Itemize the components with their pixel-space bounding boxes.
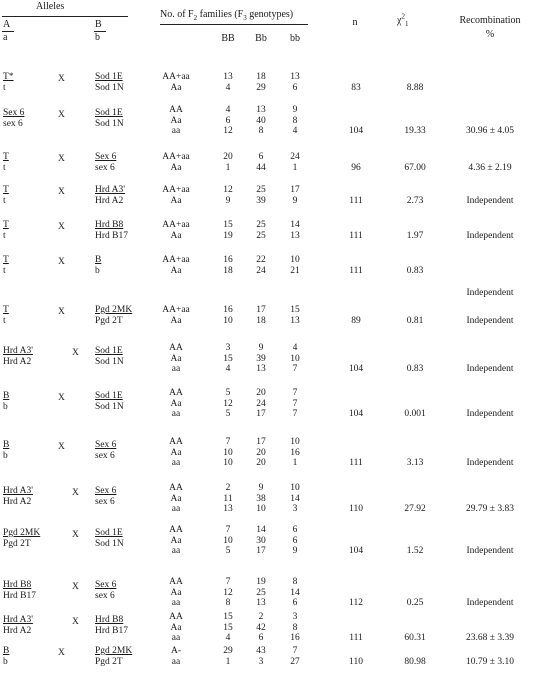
allele-a-top: T — [3, 305, 9, 315]
chi-square-value: 2.73 — [406, 195, 424, 206]
cross-symbol: X — [72, 617, 79, 627]
allele-a-top: Hrd A3' — [3, 346, 33, 356]
count-bb-upper: 11 — [223, 493, 233, 504]
cross-symbol: X — [58, 154, 65, 164]
allele-a-bottom: t — [3, 196, 6, 206]
count-bb-mixed: 14 — [256, 525, 266, 535]
genotype-class: AA+aa — [162, 305, 190, 315]
count-bb-lower: 1 — [292, 458, 298, 468]
allele-b-top: Sod 1E — [95, 528, 123, 538]
cross-symbol: X — [58, 74, 65, 84]
recombination-heading: Recombination — [459, 15, 521, 26]
n-heading: n — [352, 17, 358, 28]
allele-b-bottom: Hrd B17 — [95, 626, 128, 636]
count-bb-lower: 8 — [292, 622, 298, 633]
allele-a-bottom: t — [3, 231, 6, 241]
allele-a-top: T* — [3, 72, 14, 82]
allele-a-top: T — [3, 185, 9, 195]
allele-b-top: Sod 1E — [95, 72, 123, 82]
count-bb-mixed: 24 — [256, 398, 266, 409]
cross-symbol: X — [72, 488, 79, 498]
genotype-class: aa — [171, 546, 181, 556]
count-bb-mixed: 29 — [256, 82, 266, 93]
count-bb-upper: 4 — [225, 633, 231, 643]
allele-b-bottom: Sod 1N — [95, 402, 124, 412]
genotype-class: AA — [169, 437, 183, 447]
count-bb-upper: 29 — [223, 646, 233, 656]
recombination-value: Independent — [466, 409, 514, 419]
genotype-class: AA+aa — [162, 152, 190, 162]
count-bb-upper: 7 — [225, 577, 231, 587]
cross-symbol: X — [58, 187, 65, 197]
allele-a-top: T — [3, 220, 9, 230]
count-bb-lower: 8 — [292, 115, 298, 126]
count-bb-mixed: 13 — [256, 105, 266, 115]
allele-b-bottom: sex 6 — [95, 451, 115, 461]
n-value: 111 — [349, 633, 363, 643]
recombination-value: Independent — [466, 287, 514, 298]
count-bb-mixed: 24 — [256, 265, 266, 276]
count-bb-upper: 15 — [223, 353, 233, 364]
count-bb-mixed: 10 — [256, 504, 266, 514]
count-bb-mixed: 8 — [258, 126, 264, 136]
chi-square-value: 0.81 — [406, 315, 424, 326]
chi-square-value: 0.25 — [406, 598, 424, 608]
allele-b-top: Sod 1E — [95, 108, 123, 118]
genotype-class: AA — [169, 483, 183, 493]
col-a-underline — [2, 31, 14, 32]
allele-a-bottom: Hrd B17 — [3, 591, 36, 601]
count-bb-lower: 10 — [290, 483, 300, 493]
chi-square-value: 0.83 — [406, 364, 424, 374]
count-bb-upper: 18 — [223, 265, 233, 276]
count-bb-mixed: 3 — [258, 656, 264, 667]
recombination-value: Independent — [466, 458, 514, 468]
count-bb-upper: 20 — [223, 152, 233, 162]
allele-a-bottom: b — [3, 451, 8, 461]
allele-b-top: Hrd A3' — [95, 185, 125, 195]
n-value: 111 — [349, 458, 363, 468]
n-value: 104 — [348, 546, 364, 556]
recombination-value: 23.68 ± 3.39 — [466, 633, 514, 643]
count-bb-mixed: 17 — [256, 546, 266, 556]
chi-square-value: 3.13 — [406, 458, 424, 468]
recombination-value: Independent — [466, 598, 514, 608]
n-value: 104 — [348, 409, 364, 419]
count-bb-mixed: 13 — [256, 598, 266, 608]
allele-b-top: Pgd 2MK — [95, 305, 133, 315]
n-value: 111 — [349, 265, 363, 276]
count-bb-upper: 19 — [223, 230, 233, 241]
allele-a-bottom: Hrd A2 — [3, 497, 32, 507]
count-bb-lower: 17 — [290, 185, 300, 195]
genotype-class: Aa — [170, 265, 182, 276]
n-value: 111 — [349, 230, 363, 241]
bb-mixed-heading: Bb — [255, 33, 267, 44]
allele-b-bottom: Pgd 2T — [95, 316, 123, 326]
count-bb-lower: 15 — [290, 305, 300, 315]
families-heading: No. of $F_2$ families ($F_3$ genotypes) — [160, 9, 294, 22]
genotype-class: aa — [171, 633, 181, 643]
count-bb-lower: 7 — [292, 388, 298, 398]
count-bb-lower: 10 — [290, 437, 300, 447]
allele-b-bottom: Sod 1N — [95, 119, 124, 129]
genotype-class: aa — [171, 409, 181, 419]
count-bb-mixed: 17 — [256, 305, 266, 315]
allele-a-top: B — [3, 440, 10, 450]
genotype-class: aa — [171, 458, 181, 468]
allele-b-bottom: Sod 1N — [95, 83, 124, 93]
bb-upper-heading: BB — [221, 33, 235, 44]
count-bb-upper: 16 — [223, 255, 233, 265]
genotype-class: aa — [171, 598, 181, 608]
allele-a-bottom: Pgd 2T — [3, 539, 31, 549]
count-bb-upper: 4 — [225, 364, 231, 374]
chi-square-value: 67.00 — [404, 162, 426, 173]
alleles-underline — [2, 16, 128, 17]
allele-b-top: Sod 1E — [95, 346, 123, 356]
allele-b-top: Sex 6 — [95, 440, 117, 450]
allele-b-top: B — [95, 255, 102, 265]
count-bb-upper: 10 — [223, 447, 233, 458]
count-bb-mixed: 2 — [258, 612, 264, 622]
allele-a-top: B — [3, 646, 10, 656]
count-bb-mixed: 44 — [256, 162, 266, 173]
allele-a-bottom: t — [3, 316, 6, 326]
count-bb-mixed: 20 — [256, 388, 266, 398]
n-value: 110 — [349, 504, 363, 514]
allele-b-bottom: b — [95, 266, 100, 276]
genotype-class: AA — [169, 612, 183, 622]
genotype-class: Aa — [170, 398, 182, 409]
genotype-class: aa — [171, 126, 181, 136]
count-bb-mixed: 40 — [256, 115, 266, 126]
count-bb-mixed: 9 — [258, 343, 264, 353]
count-bb-lower: 24 — [290, 152, 300, 162]
allele-b-top: Sex 6 — [95, 580, 117, 590]
count-bb-upper: 12 — [223, 185, 233, 195]
recombination-value: Independent — [466, 230, 514, 241]
allele-a-top: T — [3, 255, 9, 265]
allele-a-top: Hrd A3' — [3, 486, 33, 496]
count-bb-mixed: 25 — [256, 220, 266, 230]
allele-a-bottom: t — [3, 266, 6, 276]
col-a-heading: A — [3, 19, 11, 30]
allele-a-bottom: b — [3, 657, 8, 667]
count-bb-mixed: 9 — [258, 483, 264, 493]
allele-b-bottom: sex 6 — [95, 163, 115, 173]
genotype-class: Aa — [170, 162, 182, 173]
allele-b-bottom: Hrd A2 — [95, 196, 124, 206]
genotype-class: aa — [171, 364, 181, 374]
genotype-class: Aa — [170, 115, 182, 126]
count-bb-mixed: 13 — [256, 364, 266, 374]
n-value: 89 — [351, 315, 361, 326]
count-bb-upper: 12 — [223, 126, 233, 136]
allele-a-top: Sex 6 — [3, 108, 25, 118]
count-bb-mixed: 39 — [256, 353, 266, 364]
count-bb-lower: 14 — [290, 587, 300, 598]
count-bb-mixed: 39 — [256, 195, 266, 206]
allele-b-bottom: Sod 1N — [95, 357, 124, 367]
chi-heading: $\chi^2_1$ — [397, 12, 409, 28]
count-bb-upper: 7 — [225, 437, 231, 447]
allele-b-top: Sex 6 — [95, 152, 117, 162]
count-bb-mixed: 25 — [256, 185, 266, 195]
genotype-class: Aa — [170, 353, 182, 364]
count-bb-upper: 6 — [225, 115, 231, 126]
allele-b-bottom: sex 6 — [95, 497, 115, 507]
count-bb-lower: 9 — [292, 546, 298, 556]
count-bb-lower: 9 — [292, 195, 298, 206]
allele-a-top: T — [3, 152, 9, 162]
cross-symbol: X — [58, 257, 65, 267]
genotype-class: aa — [171, 656, 181, 667]
genotype-class: A- — [170, 646, 182, 656]
bb-lower-heading: bb — [290, 33, 300, 44]
count-bb-upper: 5 — [225, 409, 231, 419]
allele-b-top: Hrd B8 — [95, 615, 124, 625]
count-bb-lower: 13 — [290, 72, 300, 82]
allele-a-top: B — [3, 391, 10, 401]
n-value: 112 — [349, 598, 363, 608]
cross-symbol: X — [58, 648, 65, 658]
allele-a-bottom: Hrd A2 — [3, 357, 32, 367]
count-bb-lower: 7 — [292, 398, 298, 409]
genotype-class: AA — [169, 343, 183, 353]
count-bb-lower: 13 — [290, 315, 300, 326]
count-bb-mixed: 25 — [256, 587, 266, 598]
count-bb-mixed: 30 — [256, 535, 266, 546]
count-bb-upper: 8 — [225, 598, 231, 608]
allele-b-bottom: Hrd B17 — [95, 231, 128, 241]
count-bb-lower: 9 — [292, 105, 298, 115]
count-bb-lower: 4 — [292, 343, 298, 353]
count-bb-lower: 21 — [290, 265, 300, 276]
allele-b-bottom: sex 6 — [95, 591, 115, 601]
count-bb-mixed: 17 — [256, 437, 266, 447]
count-bb-upper: 1 — [225, 656, 231, 667]
count-bb-lower: 10 — [290, 353, 300, 364]
allele-b-top: Sex 6 — [95, 486, 117, 496]
n-value: 104 — [348, 126, 364, 136]
recombination-value: Independent — [466, 315, 514, 326]
count-bb-lower: 14 — [290, 220, 300, 230]
genotype-class: AA — [169, 105, 183, 115]
allele-a-top: Hrd A3' — [3, 615, 33, 625]
chi-square-value: 19.33 — [404, 126, 426, 136]
count-bb-lower: 1 — [292, 162, 298, 173]
recombination-value: 4.36 ± 2.19 — [468, 162, 512, 173]
count-bb-upper: 4 — [225, 105, 231, 115]
count-bb-upper: 3 — [225, 343, 231, 353]
allele-b-top: Sod 1E — [95, 391, 123, 401]
chi-square-value: 1.97 — [406, 230, 424, 241]
cross-symbol: X — [58, 222, 65, 232]
chi-square-value: 60.31 — [404, 633, 426, 643]
genotype-class: Aa — [170, 622, 182, 633]
chi-square-value: 1.52 — [406, 546, 424, 556]
count-bb-upper: 12 — [223, 587, 233, 598]
genotype-class: AA+aa — [162, 255, 190, 265]
count-bb-lower: 3 — [292, 612, 298, 622]
genotype-class: AA — [169, 388, 183, 398]
count-bb-mixed: 18 — [256, 72, 266, 82]
cross-symbol: X — [72, 530, 79, 540]
col-b-underline — [94, 31, 106, 32]
allele-a-bottom: t — [3, 163, 6, 173]
recombination-value: 10.79 ± 3.10 — [466, 656, 514, 667]
recombination-value: 30.96 ± 4.05 — [466, 126, 514, 136]
n-value: 83 — [351, 82, 361, 93]
allele-a-bottom: t — [3, 83, 6, 93]
cross-symbol: X — [58, 442, 65, 452]
allele-b-top: Pgd 2MK — [95, 646, 133, 656]
count-bb-mixed: 20 — [256, 458, 266, 468]
allele-a-bottom: sex 6 — [3, 119, 23, 129]
genotype-class: AA+aa — [162, 72, 190, 82]
count-bb-lower: 16 — [290, 633, 300, 643]
count-bb-lower: 6 — [292, 82, 298, 93]
genotype-class: Aa — [170, 195, 182, 206]
col-a-sub-heading: a — [3, 32, 8, 43]
chi-square-value: 80.98 — [404, 656, 426, 667]
count-bb-upper: 15 — [223, 622, 233, 633]
genotype-class: AA+aa — [162, 185, 190, 195]
col-b-sub-heading: b — [95, 32, 100, 43]
count-bb-mixed: 38 — [256, 493, 266, 504]
genotype-class: Aa — [170, 230, 182, 241]
count-bb-upper: 10 — [223, 315, 233, 326]
count-bb-mixed: 17 — [256, 409, 266, 419]
allele-a-bottom: b — [3, 402, 8, 412]
count-bb-lower: 27 — [290, 656, 300, 667]
count-bb-upper: 5 — [225, 546, 231, 556]
n-value: 110 — [349, 656, 363, 667]
chi-square-value: 8.88 — [406, 82, 424, 93]
count-bb-lower: 10 — [290, 255, 300, 265]
chi-square-value: 0.83 — [406, 265, 424, 276]
count-bb-upper: 13 — [223, 504, 233, 514]
count-bb-mixed: 19 — [256, 577, 266, 587]
allele-a-bottom: Hrd A2 — [3, 626, 32, 636]
genotype-class: Aa — [170, 535, 182, 546]
recombination-value: 29.79 ± 3.83 — [466, 504, 514, 514]
genotype-class: AA+aa — [162, 220, 190, 230]
count-bb-upper: 5 — [225, 388, 231, 398]
percent-heading: % — [485, 29, 495, 40]
count-bb-upper: 16 — [223, 305, 233, 315]
n-value: 111 — [349, 195, 363, 206]
count-bb-lower: 8 — [292, 577, 298, 587]
count-bb-upper: 10 — [223, 458, 233, 468]
chi-square-value: 0.001 — [404, 409, 426, 419]
count-bb-upper: 4 — [225, 82, 231, 93]
count-bb-lower: 4 — [292, 126, 298, 136]
count-bb-mixed: 18 — [256, 315, 266, 326]
count-bb-lower: 14 — [290, 493, 300, 504]
recombination-value: Independent — [466, 364, 514, 374]
genotype-class: Aa — [170, 587, 182, 598]
n-value: 104 — [348, 364, 364, 374]
recombination-value: Independent — [466, 546, 514, 556]
count-bb-lower: 7 — [292, 364, 298, 374]
cross-symbol: X — [58, 307, 65, 317]
count-bb-lower: 13 — [290, 230, 300, 241]
cross-symbol: X — [58, 110, 65, 120]
chi-square-value: 27.92 — [404, 504, 426, 514]
count-bb-lower: 3 — [292, 504, 298, 514]
count-bb-mixed: 25 — [256, 230, 266, 241]
cross-symbol: X — [58, 393, 65, 403]
allele-b-top: Hrd B8 — [95, 220, 124, 230]
count-bb-upper: 10 — [223, 535, 233, 546]
count-bb-upper: 13 — [223, 72, 233, 82]
genotype-class: AA — [169, 525, 183, 535]
count-bb-mixed: 6 — [258, 152, 264, 162]
count-bb-mixed: 20 — [256, 447, 266, 458]
count-bb-upper: 2 — [225, 483, 231, 493]
count-bb-mixed: 42 — [256, 622, 266, 633]
count-bb-lower: 7 — [292, 409, 298, 419]
count-bb-lower: 16 — [290, 447, 300, 458]
count-bb-lower: 6 — [292, 525, 298, 535]
count-bb-lower: 6 — [292, 598, 298, 608]
families-underline — [160, 24, 308, 25]
genotype-class: Aa — [170, 315, 182, 326]
cross-symbol: X — [72, 348, 79, 358]
cross-symbol: X — [72, 582, 79, 592]
allele-a-top: Pgd 2MK — [3, 528, 41, 538]
count-bb-upper: 12 — [223, 398, 233, 409]
count-bb-mixed: 6 — [258, 633, 264, 643]
genotype-class: Aa — [170, 447, 182, 458]
count-bb-upper: 1 — [225, 162, 231, 173]
count-bb-mixed: 22 — [256, 255, 266, 265]
genotype-class: AA — [169, 577, 183, 587]
count-bb-lower: 6 — [292, 535, 298, 546]
n-value: 96 — [351, 162, 361, 173]
genotype-class: aa — [171, 504, 181, 514]
count-bb-upper: 7 — [225, 525, 231, 535]
count-bb-lower: 7 — [292, 646, 298, 656]
alleles-heading: Alleles — [36, 1, 65, 12]
allele-a-top: Hrd B8 — [3, 580, 32, 590]
count-bb-upper: 15 — [223, 612, 233, 622]
genotype-class: Aa — [170, 82, 182, 93]
col-b-heading: B — [95, 19, 102, 30]
count-bb-upper: 15 — [223, 220, 233, 230]
count-bb-upper: 9 — [225, 195, 231, 206]
count-bb-mixed: 43 — [256, 646, 266, 656]
allele-b-bottom: Pgd 2T — [95, 657, 123, 667]
allele-b-bottom: Sod 1N — [95, 539, 124, 549]
genotype-class: Aa — [170, 493, 182, 504]
recombination-value: Independent — [466, 195, 514, 206]
